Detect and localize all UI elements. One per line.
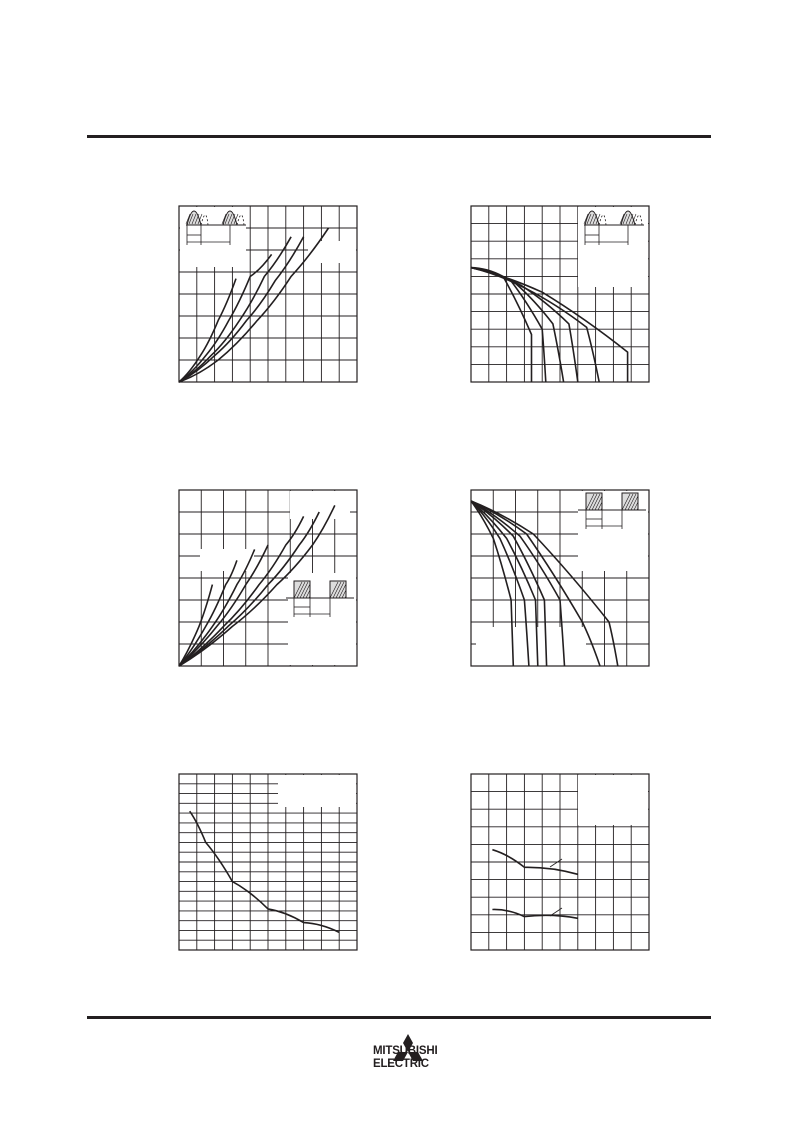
legend-box <box>308 241 356 263</box>
chart-top-right <box>470 205 650 383</box>
chart-middle-left <box>178 489 358 667</box>
chart-bottom-left <box>178 773 358 951</box>
series-line <box>179 254 272 382</box>
legend-box <box>278 775 356 807</box>
legend-box <box>578 775 648 825</box>
chart-bottom-right <box>470 773 650 951</box>
chart-middle-right <box>470 489 650 667</box>
chart-top-left <box>178 205 358 383</box>
footer-rule <box>87 1016 711 1019</box>
brand-line-1: MITSUBISHI <box>373 1045 438 1057</box>
legend-box <box>290 491 350 519</box>
legend-box <box>476 627 586 667</box>
header-rule <box>87 135 711 138</box>
brand-line-2: ELECTRIC <box>373 1058 429 1070</box>
series-line <box>492 909 577 918</box>
